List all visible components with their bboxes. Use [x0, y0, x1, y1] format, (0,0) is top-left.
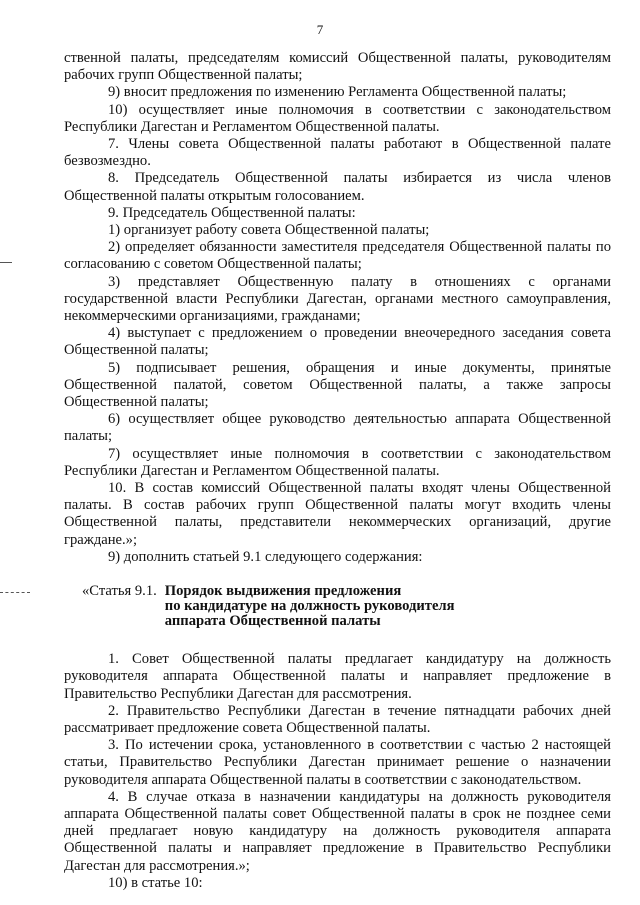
- paragraph: 4. В случае отказа в назначении кандидатуры на должность руководителя аппарата Общественной палаты совет Общественной палаты в срок не позднее семи дней предлагает новую кандидатуру на должность руководителя аппарата Общественной палаты и направляет предложение в Правительство Республики Дагестан для рассмотрения.»;: [64, 788, 611, 874]
- article-title-line: по кандидатуре на должность руководителя: [164, 598, 455, 615]
- article-title-line: аппарата Общественной палаты: [164, 613, 381, 630]
- paragraph: 10) осуществляет иные полномочия в соответствии с законодательством Республики Дагестан и Регламентом Общественной палаты.: [64, 101, 611, 135]
- margin-mark: [0, 262, 12, 263]
- margin-mark: [0, 592, 30, 593]
- paragraph: 3) представляет Общественную палату в отношениях с органами государственной власти Республики Дагестан, органами местного самоуправления, некоммерческими организациями, гражданами;: [64, 273, 611, 325]
- paragraph: 8. Председатель Общественной палаты избирается из числа членов Общественной палаты открытым голосованием.: [64, 170, 611, 204]
- paragraph: 9) дополнить статьей 9.1 следующего содержания:: [108, 548, 423, 565]
- article-number: «Статья 9.1.: [82, 583, 157, 600]
- paragraph: 7) осуществляет иные полномочия в соответствии с законодательством Республики Дагестан и Регламентом Общественной палаты.: [64, 445, 611, 479]
- article-title-line: Порядок выдвижения предложения: [164, 583, 402, 600]
- paragraph: 6) осуществляет общее руководство деятельностью аппарата Общественной палаты;: [64, 411, 611, 445]
- paragraph: 10) в статье 10:: [108, 874, 203, 891]
- paragraph: 4) выступает с предложением о проведении внеочередного заседания совета Общественной палаты;: [64, 325, 611, 359]
- paragraphs-top: [64, 50, 611, 566]
- paragraph: 5) подписывает решения, обращения и иные документы, принятые Общественной палатой, советом Общественной палаты, а также запросы Общественной палаты;: [64, 359, 611, 411]
- paragraphs-bottom: [64, 651, 611, 892]
- paragraph: 7. Члены совета Общественной палаты работают в Общественной палате безвозмездно.: [64, 136, 611, 170]
- paragraph: 10. В состав комиссий Общественной палаты входят члены Общественной палаты. В состав рабочих групп Общественной палаты могут входить члены Общественной палаты, представители некоммерческих организаций, другие граждане.»;: [64, 480, 611, 548]
- page-number: 7: [316, 22, 324, 37]
- paragraph: 1) организует работу совета Общественной палаты;: [108, 222, 430, 239]
- document-body: [64, 50, 611, 892]
- paragraph: 3. По истечении срока, установленного в соответствии с частью 2 настоящей статьи, Правительство Республики Дагестан принимает решение о назначении руководителя аппарата Общественной палаты в соответствии с законодательством.: [64, 737, 611, 788]
- paragraph: 2) определяет обязанности заместителя председателя Общественной палаты по согласованию с советом Общественной палаты;: [64, 239, 611, 273]
- paragraph: 9. Председатель Общественной палаты:: [108, 204, 356, 221]
- paragraph: 2. Правительство Республики Дагестан в течение пятнадцати рабочих дней рассматривает предложение совета Общественной палаты.: [64, 702, 611, 736]
- article-title: [165, 584, 455, 629]
- paragraph: 9) вносит предложения по изменению Регламента Общественной палаты;: [108, 84, 567, 101]
- paragraph: ственной палаты, председателям комиссий Общественной палаты, руководителям рабочих групп Общественной палаты;: [64, 50, 611, 84]
- paragraph: 1. Совет Общественной палаты предлагает кандидатуру на должность руководителя аппарата Общественной палаты и направляет предложение в Правительство Республики Дагестан для рассмотрения.: [64, 651, 611, 702]
- article-heading: [82, 584, 611, 629]
